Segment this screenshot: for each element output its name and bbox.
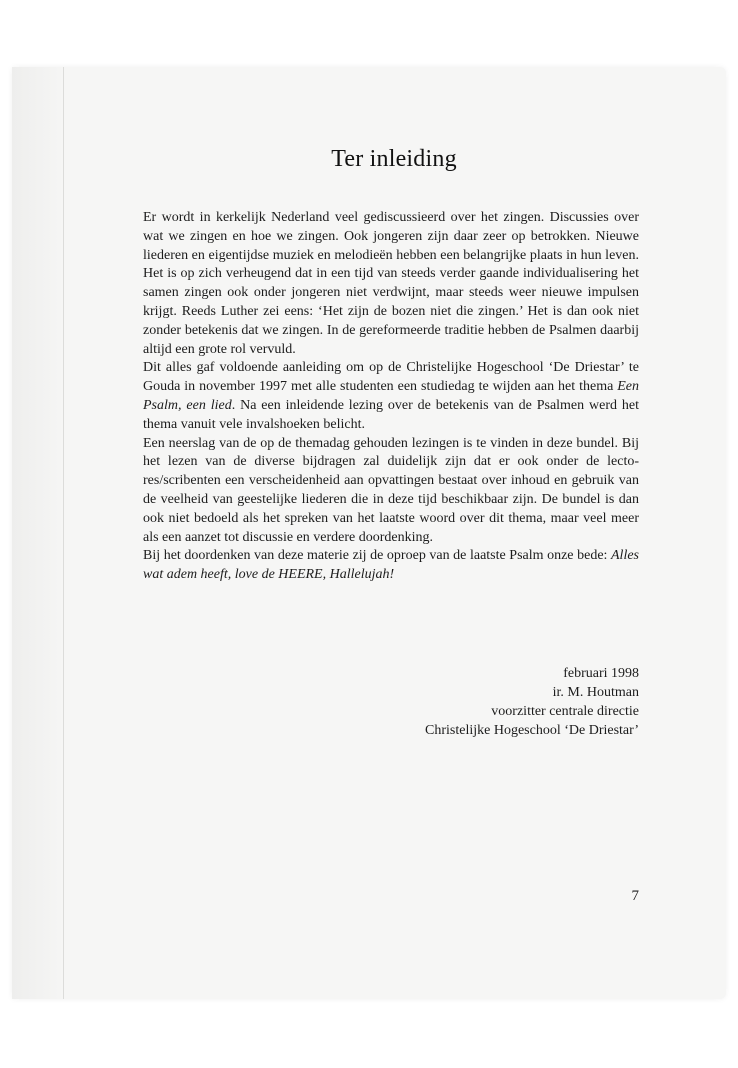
page-number: 7 xyxy=(631,888,639,904)
paragraph-4 xyxy=(143,547,639,585)
paragraph-3 xyxy=(143,435,639,548)
signature-role: voorzitter centrale directie xyxy=(491,704,639,719)
body-text xyxy=(143,209,639,585)
binding-edge xyxy=(63,67,64,999)
signature-block xyxy=(380,664,639,740)
paragraph-2 xyxy=(143,359,639,434)
page-binding-shadow xyxy=(12,67,64,999)
paragraph-4-text: Bij het doordenken van deze materie zij de oproep van de laatste Psalm onze bede: xyxy=(143,548,611,564)
signature-date: februari 1998 xyxy=(563,666,639,681)
paragraph-2-text-b: . Na een inleidende lezing over de betekenis van de Psalmen werd het thema vanuit vele invalshoeken belicht. xyxy=(143,397,640,432)
paragraph-2-theme-title: Een Psalm, een lied xyxy=(143,379,639,413)
signature-name: ir. M. Houtman xyxy=(552,685,639,700)
paragraph-4-psalm-quote: Alles wat adem heeft, love de HEERE, Hallelujah! xyxy=(143,548,639,583)
paragraph-3-text: Een neerslag van de op de themadag gehouden lezingen is te vinden in deze bundel. Bij het lezen van de diverse bijdragen zal duidelijk zijn dat er ook onder de lectores/scribenten een verscheidenheid aan opvattingen bestaat over inhoud en gebruik van de veelheid van geestelijke liederen die in deze tijd beschikbaar zijn. De bundel is dan ook niet bedoeld als het spreken van het laatste woord over dit thema, maar veel meer als een aanzet tot discussie en verdere doordenking. xyxy=(143,435,639,545)
chapter-title: Ter inleiding xyxy=(331,146,457,172)
paragraph-2-text-a: Dit alles gaf voldoende aanleiding om op de Christelijke Hogeschool ‘De Driestar’ te Gouda in november 1997 met alle studenten een studiedag te wijden aan het thema xyxy=(143,360,639,395)
signature-institution: Christelijke Hogeschool ‘De Driestar’ xyxy=(425,723,639,738)
paragraph-1-text: Er wordt in kerkelijk Nederland veel gediscussieerd over het zingen. Discussies over wat we zingen en hoe we zingen. Ook jongeren zijn daar zeer op betrokken. Nieuwe liederen en eigentijdse muziek en melodieën hebben een belangrijke plaats in hun leven. Het is op zich verheugend dat in een tijd van steeds verder gaande individualisering het samen zingen ook onder jongeren niet verdwijnt, maar steeds weer nieuwe impulsen krijgt. Reeds Luther zei eens: ‘Het zijn de bozen niet die zingen.’ Het is dan ook niet zonder betekenis dat we zingen. In de gereformeerde traditie hebben de Psalmen daarbij altijd een grote rol vervuld. xyxy=(143,210,639,357)
paragraph-1 xyxy=(143,209,639,359)
